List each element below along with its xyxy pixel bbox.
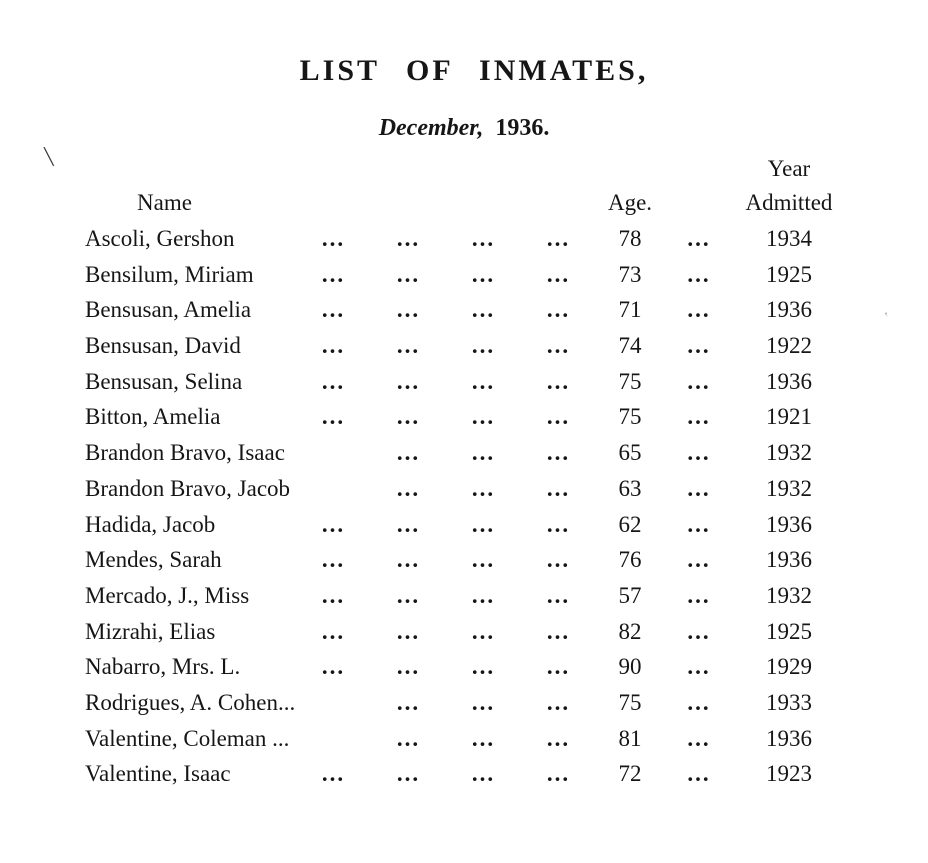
page-subtitle [0, 88, 928, 142]
inmates-table [85, 152, 928, 792]
dot-leader: ... [471, 368, 496, 394]
year-admitted: 1936 [766, 368, 812, 394]
dot-leader: ... [321, 261, 346, 287]
dot-leader: ... [546, 689, 571, 715]
dot-leader: ... [546, 404, 571, 430]
dot-leader: ... [396, 404, 421, 430]
dot-leader: ... [321, 582, 346, 608]
table-row [85, 721, 928, 757]
dot-leader: ... [471, 654, 496, 680]
dot-leader: ... [546, 440, 571, 466]
dot-leader: ... [471, 582, 496, 608]
table-row [85, 221, 928, 257]
year-admitted: 1936 [766, 725, 812, 751]
inmate-name: Brandon Bravo, Isaac [85, 440, 285, 466]
inmate-name: Bitton, Amelia [85, 404, 221, 430]
inmate-age: 76 [618, 547, 642, 573]
dot-leader: ... [396, 226, 421, 251]
dot-leader: ... [396, 475, 421, 501]
inmate-name: Ascoli, Gershon [85, 226, 235, 251]
dot-leader: ... [471, 761, 496, 787]
table-row [85, 328, 928, 364]
dot-leader: ... [471, 725, 496, 751]
table-row [85, 471, 928, 507]
dot-leader: ... [687, 547, 711, 573]
dot-leader: ... [471, 689, 496, 715]
inmate-age: 71 [618, 297, 642, 323]
dot-leader: ... [546, 582, 571, 608]
table-row [85, 507, 928, 543]
dot-leader: ... [546, 368, 571, 394]
dot-leader: ... [546, 511, 571, 537]
inmate-age: 82 [618, 618, 642, 644]
inmate-age: 81 [618, 725, 642, 751]
dot-leader: ... [546, 761, 571, 787]
dot-leader: ... [396, 297, 421, 323]
inmate-name: Mendes, Sarah [85, 547, 222, 573]
year-admitted: 1936 [766, 297, 812, 323]
table-row [85, 542, 928, 578]
table-row [85, 685, 928, 721]
dot-leader: ... [396, 547, 421, 573]
dot-leader: ... [396, 511, 421, 537]
dot-leader: ... [396, 689, 421, 715]
inmate-name: Bensusan, David [85, 333, 241, 359]
dot-leader: ... [321, 333, 346, 359]
dot-leader: ... [546, 297, 571, 323]
dot-leader: ... [396, 654, 421, 680]
year-admitted: 1925 [766, 618, 812, 644]
inmate-age: 90 [618, 654, 642, 680]
dot-leader: ... [321, 654, 346, 680]
column-header-year-line1: Year [767, 156, 811, 181]
dot-leader: ... [546, 618, 571, 644]
inmate-name: Brandon Bravo, Jacob [85, 475, 291, 501]
inmate-name: Bensilum, Miriam [85, 261, 254, 287]
dot-leader: ... [396, 333, 421, 359]
table-row [85, 756, 928, 792]
subtitle-year: 1936. [495, 115, 550, 141]
dot-leader: ... [471, 475, 496, 501]
dot-leader: ... [687, 725, 711, 751]
dot-leader: ... [687, 333, 711, 359]
dot-leader: ... [396, 261, 421, 287]
scan-speck-left: ╲ [44, 149, 54, 166]
column-header-year-line2: Admitted [745, 190, 833, 215]
dot-leader: ... [321, 297, 346, 323]
table-row [85, 292, 928, 328]
dot-leader: ... [471, 297, 496, 323]
dot-leader: ... [471, 333, 496, 359]
dot-leader: ... [396, 761, 421, 787]
dot-leader: ... [546, 654, 571, 680]
inmate-age: 63 [618, 475, 642, 501]
inmates-table-body [85, 221, 928, 792]
dot-leader: ... [396, 618, 421, 644]
year-admitted: 1932 [766, 440, 812, 466]
table-row [85, 649, 928, 685]
year-admitted: 1934 [766, 226, 812, 251]
inmate-age: 75 [618, 404, 642, 430]
dot-leader: ... [687, 475, 711, 501]
table-row [85, 578, 928, 614]
dot-leader: ... [687, 761, 711, 787]
inmate-name: Mercado, J., Miss [85, 582, 250, 608]
dot-leader: ... [546, 547, 571, 573]
inmate-age: 75 [618, 689, 642, 715]
table-row [85, 399, 928, 435]
inmate-name: Valentine, Isaac [85, 761, 231, 787]
dot-leader: ... [687, 440, 711, 466]
inmate-name: Valentine, Coleman ... [85, 725, 290, 751]
table-row [85, 257, 928, 293]
dot-leader: ... [546, 725, 571, 751]
dot-leader: ... [687, 689, 711, 715]
dot-leader: ... [687, 368, 711, 394]
inmate-age: 65 [618, 440, 642, 466]
inmate-age: 73 [618, 261, 642, 287]
year-admitted: 1921 [766, 404, 812, 430]
table-row [85, 435, 928, 471]
dot-leader: ... [321, 404, 346, 430]
dot-leader: ... [471, 226, 496, 251]
year-admitted: 1929 [766, 654, 812, 680]
inmate-name: Hadida, Jacob [85, 511, 216, 537]
table-row [85, 614, 928, 650]
dot-leader: ... [321, 761, 346, 787]
dot-leader: ... [471, 261, 496, 287]
year-admitted: 1932 [766, 475, 812, 501]
dot-leader: ... [687, 261, 711, 287]
year-admitted: 1936 [766, 547, 812, 573]
inmate-name: Mizrahi, Elias [85, 618, 216, 644]
inmate-name: Rodrigues, A. Cohen... [85, 689, 296, 715]
dot-leader: ... [396, 725, 421, 751]
year-admitted: 1936 [766, 511, 812, 537]
dot-leader: ... [321, 226, 346, 251]
inmate-age: 72 [618, 761, 642, 787]
dot-leader: ... [687, 511, 711, 537]
scan-speck-right: ʽ [884, 309, 889, 324]
dot-leader: ... [471, 618, 496, 644]
dot-leader: ... [471, 440, 496, 466]
dot-leader: ... [321, 547, 346, 573]
inmate-age: 78 [618, 226, 642, 251]
dot-leader: ... [546, 261, 571, 287]
dot-leader: ... [396, 582, 421, 608]
dot-leader: ... [687, 582, 711, 608]
dot-leader: ... [687, 654, 711, 680]
dot-leader: ... [546, 475, 571, 501]
dot-leader: ... [471, 511, 496, 537]
dot-leader: ... [471, 547, 496, 573]
dot-leader: ... [687, 297, 711, 323]
dot-leader: ... [471, 404, 496, 430]
table-header-row [85, 185, 928, 221]
inmate-name: Bensusan, Selina [85, 368, 243, 394]
dot-leader: ... [546, 333, 571, 359]
inmate-age: 75 [618, 368, 642, 394]
table-header-row-top [85, 152, 928, 185]
dot-leader: ... [687, 618, 711, 644]
column-header-age: Age. [607, 190, 653, 215]
dot-leader: ... [321, 618, 346, 644]
dot-leader: ... [396, 368, 421, 394]
dot-leader: ... [687, 404, 711, 430]
dot-leader: ... [321, 368, 346, 394]
inmate-name: Bensusan, Amelia [85, 297, 252, 323]
inmate-age: 62 [618, 511, 642, 537]
year-admitted: 1923 [766, 761, 812, 787]
page-title: LIST OF INMATES, [299, 54, 649, 87]
year-admitted: 1932 [766, 582, 812, 608]
dot-leader: ... [396, 440, 421, 466]
inmate-age: 57 [618, 582, 642, 608]
column-header-name: Name [137, 190, 192, 215]
year-admitted: 1933 [766, 689, 812, 715]
dot-leader: ... [687, 226, 711, 251]
subtitle-month: December, [378, 115, 484, 141]
dot-leader: ... [546, 226, 571, 251]
inmate-age: 74 [618, 333, 642, 359]
inmate-name: Nabarro, Mrs. L. [85, 654, 241, 680]
dot-leader: ... [321, 511, 346, 537]
table-row [85, 364, 928, 400]
year-admitted: 1925 [766, 261, 812, 287]
year-admitted: 1922 [766, 333, 812, 359]
